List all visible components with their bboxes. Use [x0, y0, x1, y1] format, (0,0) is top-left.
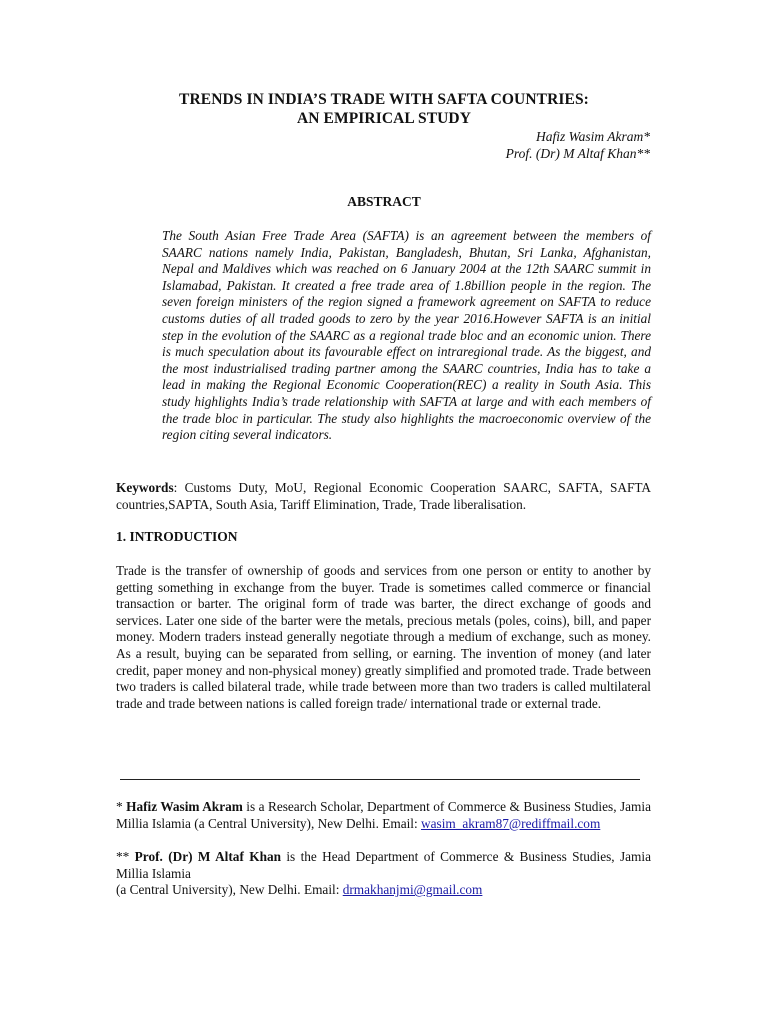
- footnote-2-text: is the Head Department of Commerce & Business Studies, Jamia Millia Islamia: [116, 849, 651, 881]
- author-2: Prof. (Dr) M Altaf Khan**: [505, 146, 650, 161]
- footnote-divider: [120, 779, 640, 780]
- footnote-1-name: Hafiz Wasim Akram: [126, 799, 243, 814]
- footnote-1-email-link[interactable]: wasim_akram87@rediffmail.com: [421, 815, 601, 831]
- author-1: Hafiz Wasim Akram*: [535, 129, 650, 144]
- keywords-label: Keywords: [116, 480, 174, 495]
- section-heading-introduction: 1. INTRODUCTION: [116, 529, 238, 544]
- keywords-text: : Customs Duty, MoU, Regional Economic Cooperation SAARC, SAFTA, SAFTA countries,SAPTA, South Asia, Tariff Elimination, Trade, Trade liberalisation.: [116, 480, 651, 512]
- footnote-1-text: is a Research Scholar, Department of Commerce & Business Studies, Jamia Millia Islamia (a Central University), New Delhi. Email:: [116, 799, 651, 831]
- footnote-2-marker: **: [116, 849, 135, 864]
- footnote-2-email-link[interactable]: drmakhanjmi@gmail.com: [342, 882, 483, 898]
- paper-title-line1: TRENDS IN INDIA’S TRADE WITH SAFTA COUNTRIES:: [179, 91, 589, 108]
- footnote-2-name: Prof. (Dr) M Altaf Khan: [134, 849, 282, 864]
- footnote-2: [116, 849, 651, 899]
- abstract-text: The South Asian Free Trade Area (SAFTA) is an agreement between the members of SAARC nations namely India, Pakistan, Bangladesh, Bhutan, Sri Lanka, Afghanistan, Nepal and Maldives which was reached on 6 January 2004 at the 12th SAARC summit in Islamabad, Pakistan. It created a free trade area of 1.8billion people in the region. The seven foreign ministers of the region signed a framework agreement on SAFTA to reduce customs duties of all traded goods to zero by the year 2016.However SAFTA is an initial step in the evolution of the SAARC as a regional trade bloc and an economic union. There is much speculation about its favourable effect on intraregional trade. As the biggest, and the most industrialised trading partner among the SAARC countries, India has to take a lead in making the Regional Economic Cooperation(REC) a reality in South Asia. This study highlights India’s trade relationship with SAFTA at large and with each members of the trade bloc in particular. The study also highlights the macroeconomic overview of the region citing several indicators.: [162, 228, 651, 443]
- introduction-text: Trade is the transfer of ownership of goods and services from one person or entity to another by getting something in exchange from the buyer. Trade is sometimes called commerce or financial transaction or barter. The original form of trade was barter, the direct exchange of goods and services. Later one side of the barter were the metals, precious metals (poles, coins), bill, and paper money. Modern traders instead generally negotiate through a medium of exchange, such as money. As a result, buying can be separated from selling, or earning. The invention of money (and later credit, paper money and non-physical money) greatly simplified and promoted trade. Trade between two traders is called bilateral trade, while trade between more than two traders is called multilateral trade and trade between nations is called foreign trade/ international trade or external trade.: [116, 563, 651, 711]
- keywords: [116, 479, 651, 513]
- paper-title-line2: AN EMPIRICAL STUDY: [296, 110, 472, 127]
- footnote-1-marker: *: [116, 799, 127, 814]
- footnote-2-line2: (a Central University), New Delhi. Email:: [116, 882, 343, 898]
- abstract-heading: ABSTRACT: [347, 194, 421, 209]
- footnote-1: [116, 799, 651, 832]
